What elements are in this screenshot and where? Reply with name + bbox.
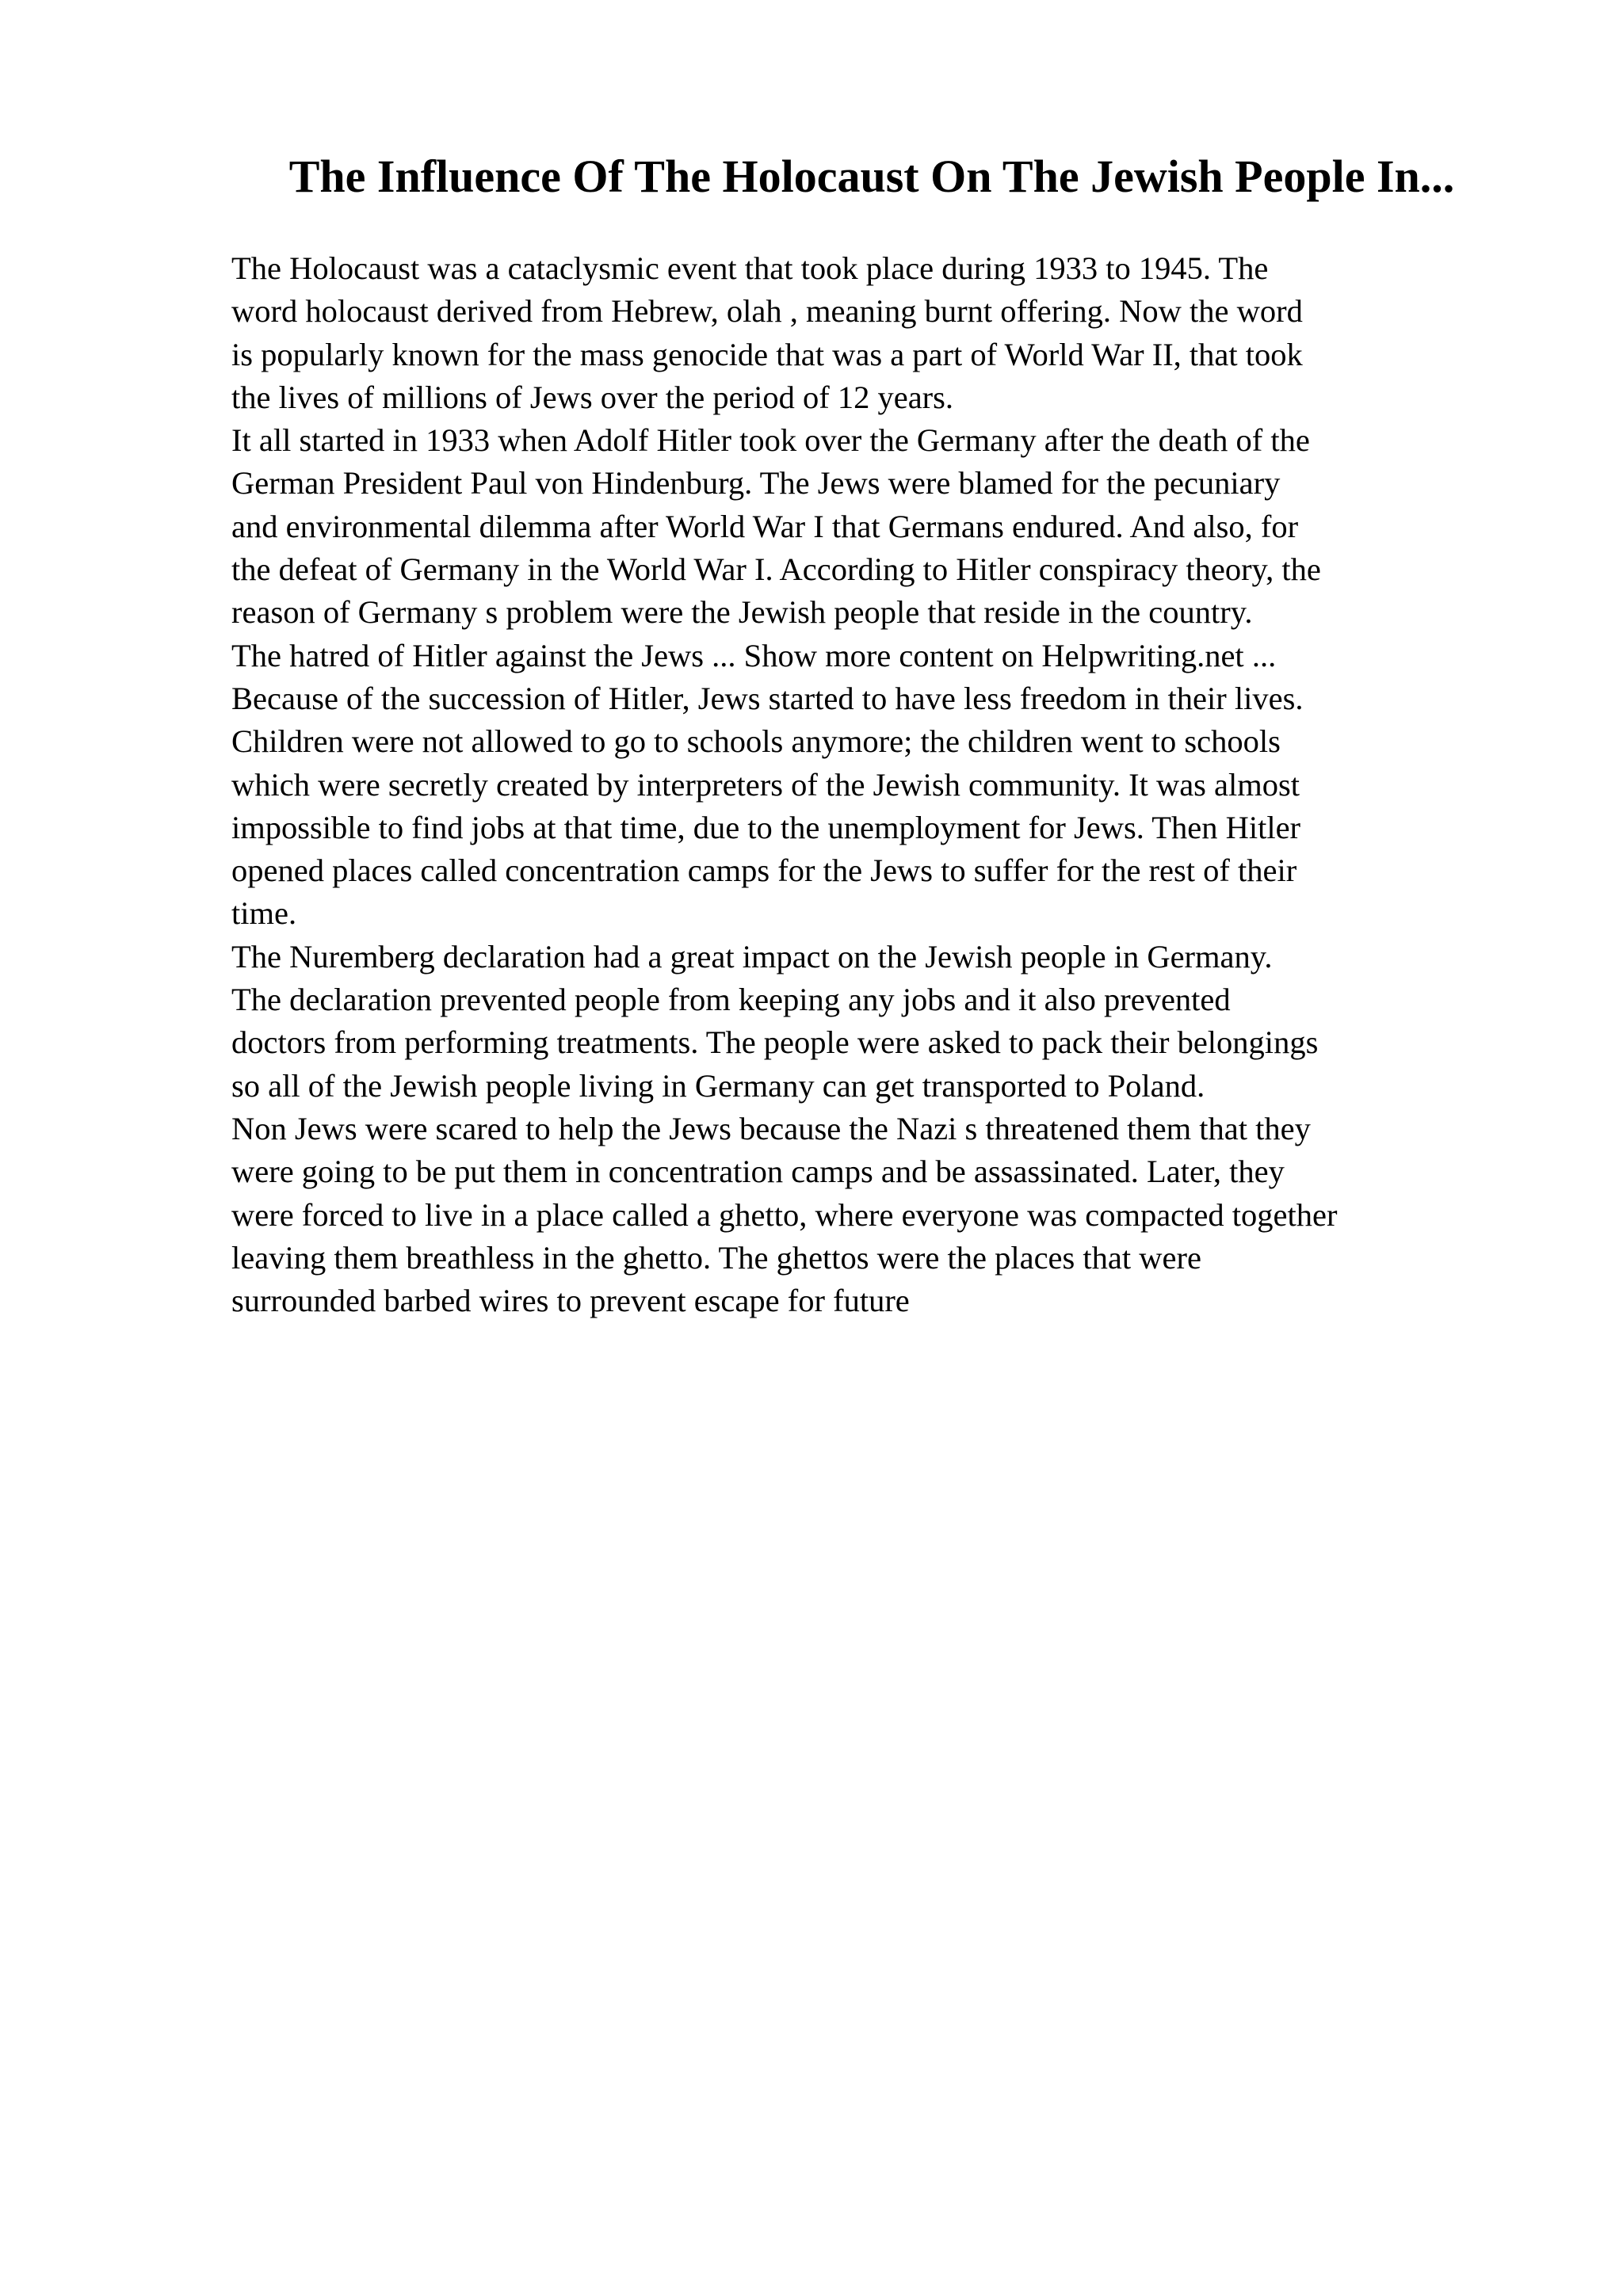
body-line: word holocaust derived from Hebrew, olah , meaning burnt offering. Now the word: [231, 293, 1303, 330]
body-line: The hatred of Hitler against the Jews ... Show more content on Helpwriting.net ...: [231, 637, 1277, 673]
body-line: leaving them breathless in the ghetto. The ghettos were the places that were: [231, 1239, 1201, 1276]
body-line: were going to be put them in concentration camps and be assassinated. Later, they: [231, 1154, 1285, 1190]
document-title: The Influence Of The Holocaust On The Jewish People In...: [288, 151, 1455, 202]
body-line: the defeat of Germany in the World War I. According to Hitler conspiracy theory, the: [231, 551, 1321, 588]
body-line: doctors from performing treatments. The people were asked to pack their belongings: [231, 1024, 1319, 1061]
body-line: were forced to live in a place called a ghetto, where everyone was compacted together: [231, 1196, 1338, 1233]
body-line: reason of Germany s problem were the Jewish people that reside in the country.: [231, 594, 1253, 631]
body-line: so all of the Jewish people living in Germany can get transported to Poland.: [231, 1067, 1205, 1104]
document-body: [231, 247, 1531, 1322]
body-line: surrounded barbed wires to prevent escape for future: [231, 1283, 910, 1319]
body-line: The Holocaust was a cataclysmic event that took place during 1933 to 1945. The: [231, 250, 1269, 286]
body-line: which were secretly created by interpreters of the Jewish community. It was almost: [231, 766, 1300, 803]
body-line: It all started in 1933 when Adolf Hitler took over the Germany after the death of the: [231, 422, 1310, 459]
body-line: the lives of millions of Jews over the period of 12 years.: [231, 379, 954, 415]
body-line: Non Jews were scared to help the Jews because the Nazi s threatened them that they: [231, 1110, 1311, 1146]
body-line: and environmental dilemma after World War I that Germans endured. And also, for: [231, 508, 1299, 544]
body-line: Children were not allowed to go to schools anymore; the children went to schools: [231, 723, 1281, 760]
body-line: The Nuremberg declaration had a great impact on the Jewish people in Germany.: [231, 938, 1273, 974]
body-line: is popularly known for the mass genocide that was a part of World War II, that took: [231, 336, 1303, 372]
body-line: German President Paul von Hindenburg. The Jews were blamed for the pecuniary: [231, 465, 1281, 502]
body-line: impossible to find jobs at that time, due to the unemployment for Jews. Then Hitler: [231, 809, 1301, 845]
body-line: The declaration prevented people from keeping any jobs and it also prevented: [231, 982, 1231, 1018]
body-line: opened places called concentration camps for the Jews to suffer for the rest of their: [231, 852, 1297, 889]
body-line: time.: [231, 895, 297, 932]
body-line: Because of the succession of Hitler, Jews started to have less freedom in their lives.: [231, 680, 1304, 716]
